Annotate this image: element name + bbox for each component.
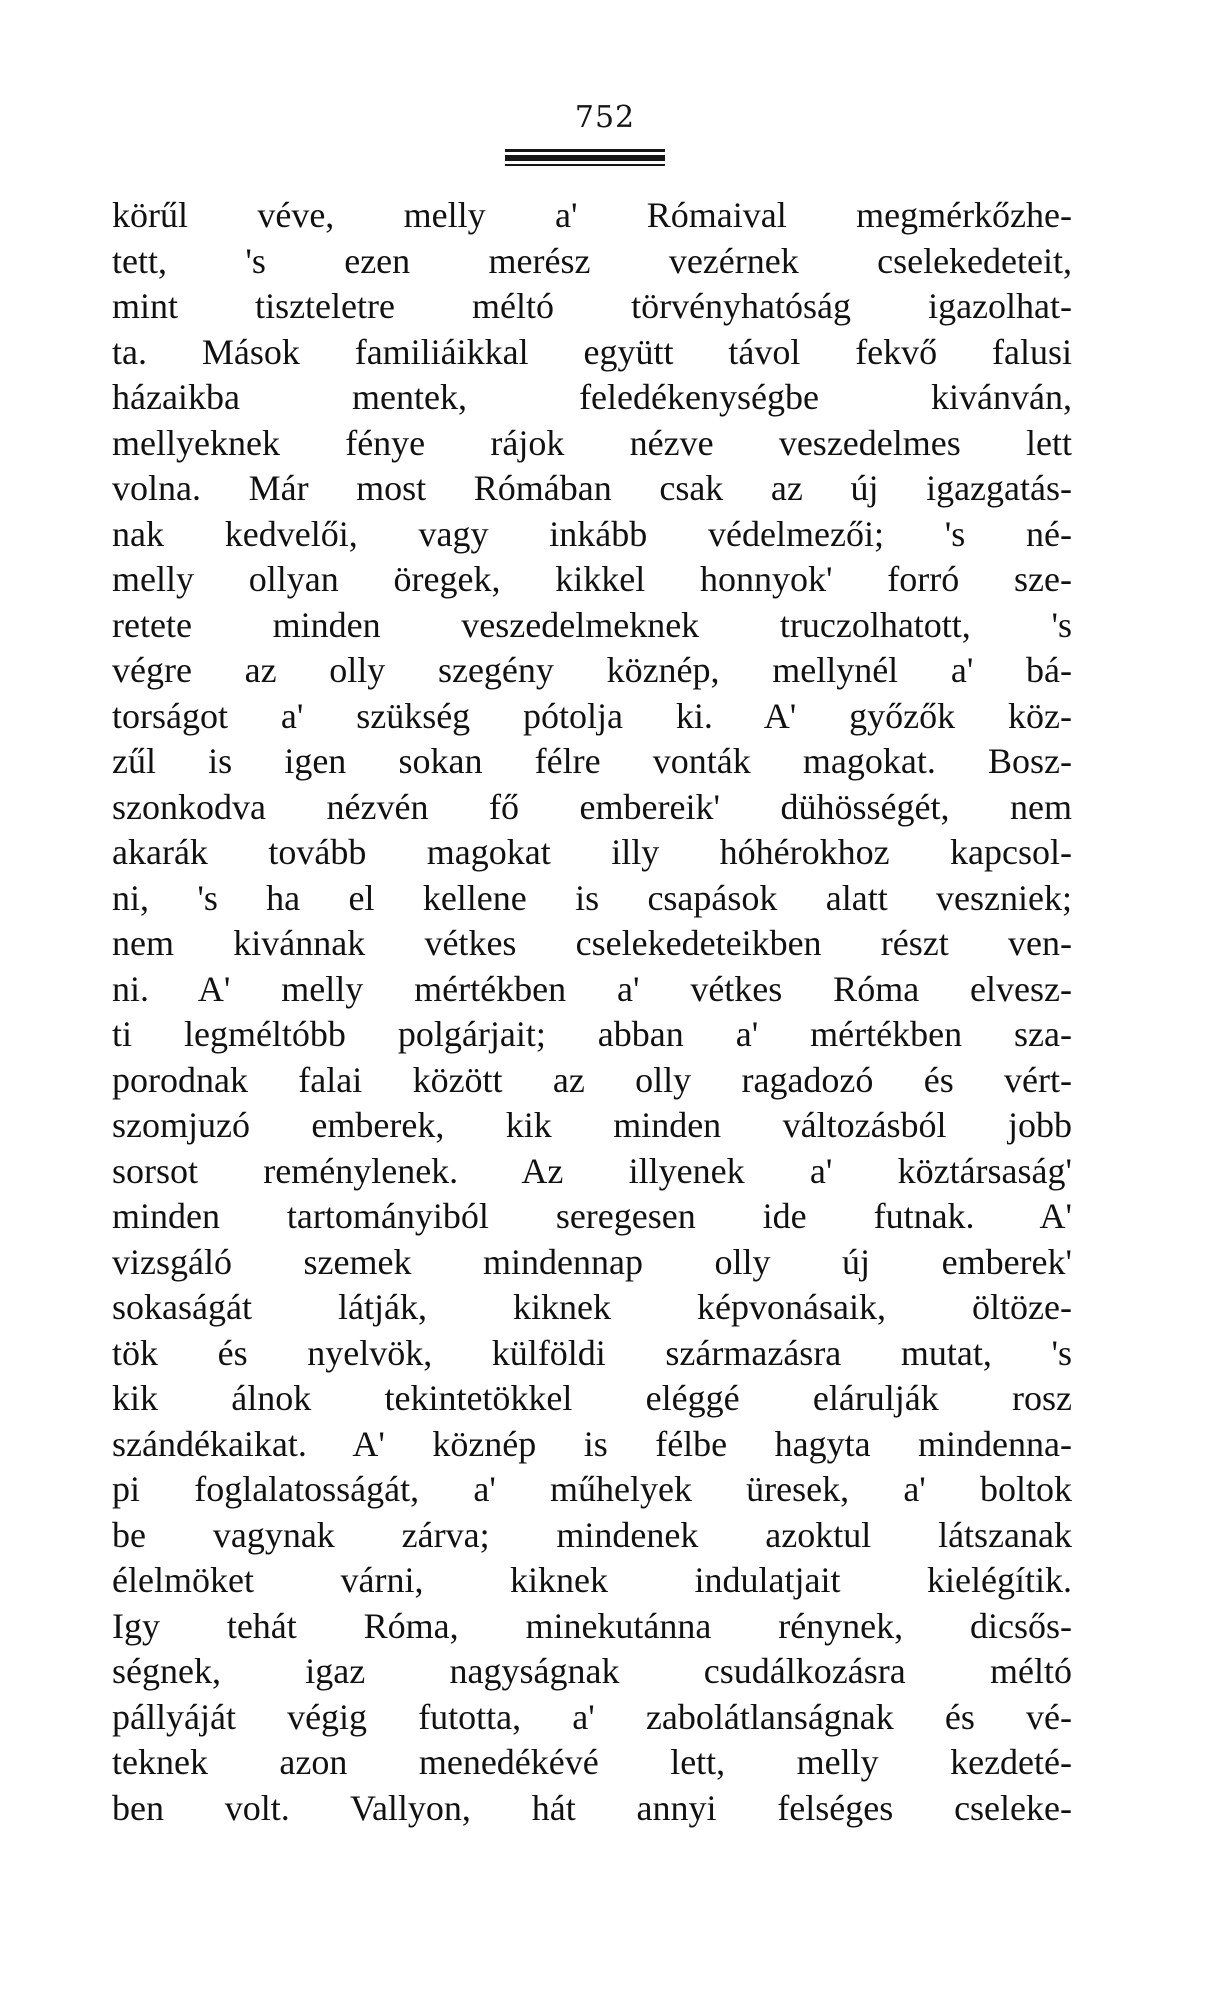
header-rule-bottom [505, 164, 665, 166]
text-line: melly ollyan öregek, kikkel honnyok' forró sze- [112, 559, 1072, 599]
text-line: kik álnok tekintetökkel eléggé elárulják rosz [112, 1378, 1072, 1418]
header-rule-middle [505, 155, 665, 161]
text-line: be vagynak zárva; mindenek azoktul látszanak [112, 1514, 1072, 1555]
text-line: ni. A' melly mértékben a' vétkes Róma elvesz- [112, 968, 1072, 1009]
text-line: ti legméltóbb polgárjait; abban a' mértékben sza- [112, 1014, 1072, 1054]
text-line: nem kivánnak vétkes cselekedeteikben részt ven- [112, 923, 1072, 963]
text-line: torságot a' szükség pótolja ki. A' győzők köz- [112, 695, 1072, 736]
text-line: ben volt. Vallyon, hát annyi felséges cseleke- [112, 1787, 1072, 1828]
text-line: ségnek, igaz nagyságnak csudálkozásra méltó [112, 1651, 1072, 1691]
text-line: ta. Mások familiáikkal együtt távol fekvő falusi [112, 331, 1072, 372]
text-line: ni, 's ha el kellene is csapások alatt veszniek; [112, 877, 1072, 918]
text-line: szándékaikat. A' köznép is félbe hagyta mindenna- [112, 1423, 1072, 1464]
text-line: tett, 's ezen merész vezérnek cselekedeteit, [112, 240, 1072, 281]
text-line: mint tiszteletre méltó törvényhatóság igazolhat- [112, 286, 1072, 326]
text-line: tök és nyelvök, külföldi származásra mutat, 's [112, 1332, 1072, 1373]
text-line: élelmöket várni, kiknek indulatjait kielégítik. [112, 1560, 1072, 1600]
text-line: mellyeknek fénye rájok nézve veszedelmes lett [112, 422, 1072, 463]
text-line: nak kedvelői, vagy inkább védelmezői; 's né- [112, 513, 1072, 554]
text-line: pi foglalatosságát, a' műhelyek üresek, a' boltok [112, 1469, 1072, 1509]
text-line: szonkodva nézvén fő embereik' dühösségét, nem [112, 786, 1072, 827]
text-line: pállyáját végig futotta, a' zabolátlanságnak és vé- [112, 1696, 1072, 1737]
text-line: retete minden veszedelmeknek truczolhatott, 's [112, 604, 1072, 645]
text-line: végre az olly szegény köznép, mellynél a' bá- [112, 650, 1072, 690]
text-line: körűl véve, melly a' Rómaival megmérkőzhe- [112, 195, 1072, 235]
text-line: minden tartományiból seregesen ide futnak. A' [112, 1196, 1072, 1236]
text-line: teknek azon menedékévé lett, melly kezdeté- [112, 1742, 1072, 1782]
text-line: Igy tehát Róma, minekutánna rénynek, dicsős- [112, 1605, 1072, 1646]
header-rule-top [505, 149, 665, 152]
body-text [112, 193, 1072, 1831]
text-line: sorsot reménylenek. Az illyenek a' köztársaság' [112, 1150, 1072, 1191]
page-number: 752 [574, 100, 636, 135]
text-line: porodnak falai között az olly ragadozó és vért- [112, 1059, 1072, 1100]
text-line: zűl is igen sokan félre vonták magokat. Bosz- [112, 741, 1072, 781]
text-line: sokaságát látják, kiknek képvonásaik, öltöze- [112, 1287, 1072, 1327]
text-line: házaikba mentek, feledékenységbe kivánván, [112, 377, 1072, 417]
text-line: volna. Már most Rómában csak az új igazgatás- [112, 468, 1072, 508]
text-line: akarák tovább magokat illy hóhérokhoz kapcsol- [112, 832, 1072, 872]
text-line: szomjuzó emberek, kik minden változásból jobb [112, 1105, 1072, 1145]
text-line: vizsgáló szemek mindennap olly új emberek' [112, 1241, 1072, 1282]
